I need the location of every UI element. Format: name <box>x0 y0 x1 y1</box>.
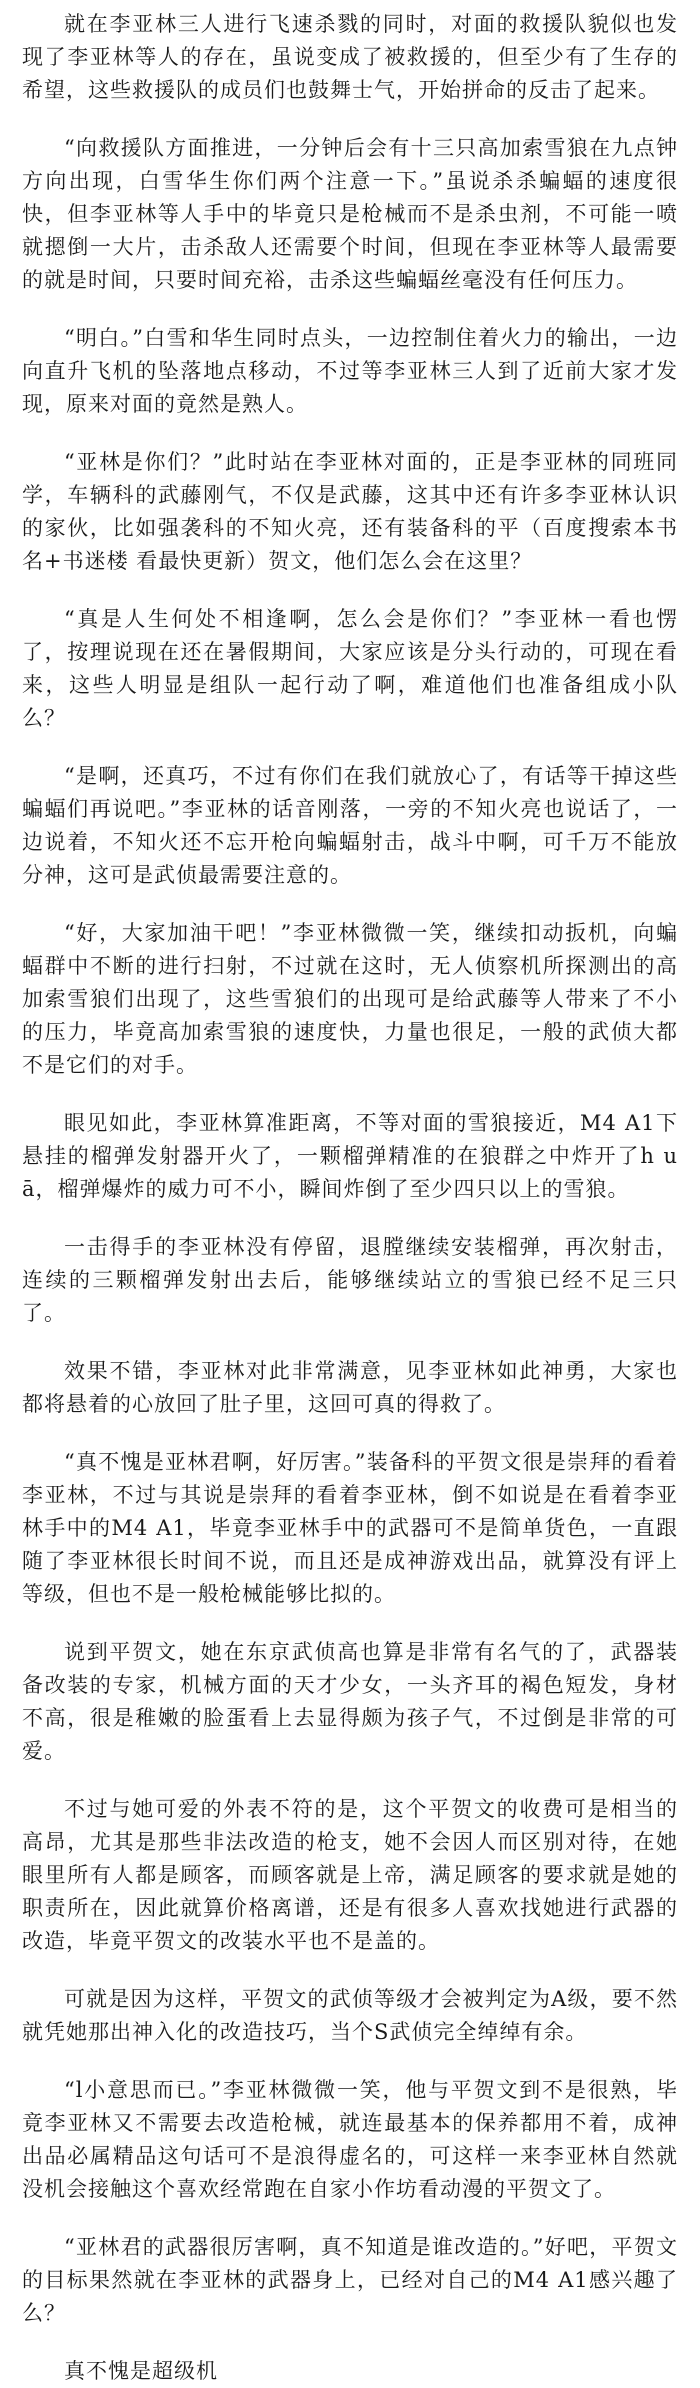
paragraph: “明白。”白雪和华生同时点头，一边控制住着火力的输出，一边向直升飞机的坠落地点移动，不过等李亚林三人到了近前大家才发现，原来对面的竟然是熟人。 <box>22 326 678 416</box>
paragraph: 真不愧是超级机 <box>64 2359 218 2383</box>
paragraph: “亚林是你们？”此时站在李亚林对面的，正是李亚林的同班同学，车辆科的武藤刚气，不仅是武藤，这其中还有许多李亚林认识的家伙，比如强袭科的不知火亮，还有装备科的平（百度搜索本书名+书迷楼 看最快更新）贺文，他们怎么会在这里？ <box>22 450 678 573</box>
paragraph: 效果不错，李亚林对此非常满意，见李亚林如此神勇，大家也都将悬着的心放回了肚子里，这回可真的得救了。 <box>22 1359 678 1416</box>
paragraph: “亚林君的武器很厉害啊，真不知道是谁改造的。”好吧，平贺文的目标果然就在李亚林的武器身上，已经对自己的M4 A1感兴趣了么？ <box>22 2235 678 2325</box>
paragraph: “向救援队方面推进，一分钟后会有十三只高加索雪狼在九点钟方向出现，白雪华生你们两个注意一下。”虽说杀杀蝙蝠的速度很快，但李亚林等人手中的毕竟只是枪械而不是杀虫剂，不可能一喷就摁倒一大片，击杀敌人还需要个时间，但现在李亚林等人最需要的就是时间，只要时间充裕，击杀这些蝙蝠丝毫没有任何压力。 <box>22 136 678 292</box>
paragraph: 可就是因为这样，平贺文的武侦等级才会被判定为A级，要不然就凭她那出神入化的改造技巧，当个S武侦完全绰绰有余。 <box>22 1987 678 2044</box>
paragraph: 一击得手的李亚林没有停留，退膛继续安装榴弹，再次射击，连续的三颗榴弹发射出去后，能够继续站立的雪狼已经不足三只了。 <box>22 1235 678 1325</box>
paragraph: “真不愧是亚林君啊，好厉害。”装备科的平贺文很是崇拜的看着李亚林，不过与其说是崇拜的看着李亚林，倒不如说是在看着李亚林手中的M4 A1，毕竟李亚林手中的武器可不是简单货色，一直跟随了李亚林很长时间不说，而且还是成神游戏出品，就算没有评上等级，但也不是一般枪械能够比拟的。 <box>22 1450 678 1606</box>
paragraph: “好，大家加油干吧！”李亚林微微一笑，继续扣动扳机，向蝙蝠群中不断的进行扫射，不过就在这时，无人侦察机所探测出的高加索雪狼们出现了，这些雪狼们的出现可是给武藤等人带来了不小的压力，毕竟高加索雪狼的速度快，力量也很足，一般的武侦大都不是它们的对手。 <box>22 921 678 1077</box>
paragraph: “是啊，还真巧，不过有你们在我们就放心了，有话等干掉这些蝙蝠们再说吧。”李亚林的话音刚落，一旁的不知火亮也说话了，一边说着，不知火还不忘开枪向蝙蝠射击，战斗中啊，可千万不能放分神，这可是武侦最需要注意的。 <box>22 764 678 887</box>
paragraph: 说到平贺文，她在东京武侦高也算是非常有名气的了，武器装备改装的专家，机械方面的天才少女，一头齐耳的褐色短发，身材不高，很是稚嫩的脸蛋看上去显得颇为孩子气，不过倒是非常的可爱。 <box>22 1640 678 1763</box>
paragraph: “l小意思而已。”李亚林微微一笑，他与平贺文到不是很熟，毕竟李亚林又不需要去改造枪械，就连最基本的保养都用不着，成神出品必属精品这句话可不是浪得虚名的，可这样一来李亚林自然就没机会接触这个喜欢经常跑在自家小作坊看动漫的平贺文了。 <box>22 2078 678 2201</box>
paragraph: 不过与她可爱的外表不符的是，这个平贺文的收费可是相当的高昂，尤其是那些非法改造的枪支，她不会因人而区别对待，在她眼里所有人都是顾客，而顾客就是上帝，满足顾客的要求就是她的职责所在，因此就算价格离谱，还是有很多人喜欢找她进行武器的改造，毕竟平贺文的改装水平也不是盖的。 <box>22 1797 678 1953</box>
paragraph: 眼见如此，李亚林算准距离，不等对面的雪狼接近，M4 A1下悬挂的榴弹发射器开火了，一颗榴弹精准的在狼群之中炸开了h u ā，榴弹爆炸的威力可不小，瞬间炸倒了至少四只以上的雪狼。 <box>22 1111 678 1201</box>
paragraph: 就在李亚林三人进行飞速杀戮的同时，对面的救援队貌似也发现了李亚林等人的存在，虽说变成了被救援的，但至少有了生存的希望，这些救援队的成员们也鼓舞士气，开始拼命的反击了起来。 <box>22 12 678 102</box>
paragraph: “真是人生何处不相逢啊，怎么会是你们？”李亚林一看也愣了，按理说现在还在暑假期间，大家应该是分头行动的，可现在看来，这些人明显是组队一起行动了啊，难道他们也准备组成小队么？ <box>22 607 678 730</box>
